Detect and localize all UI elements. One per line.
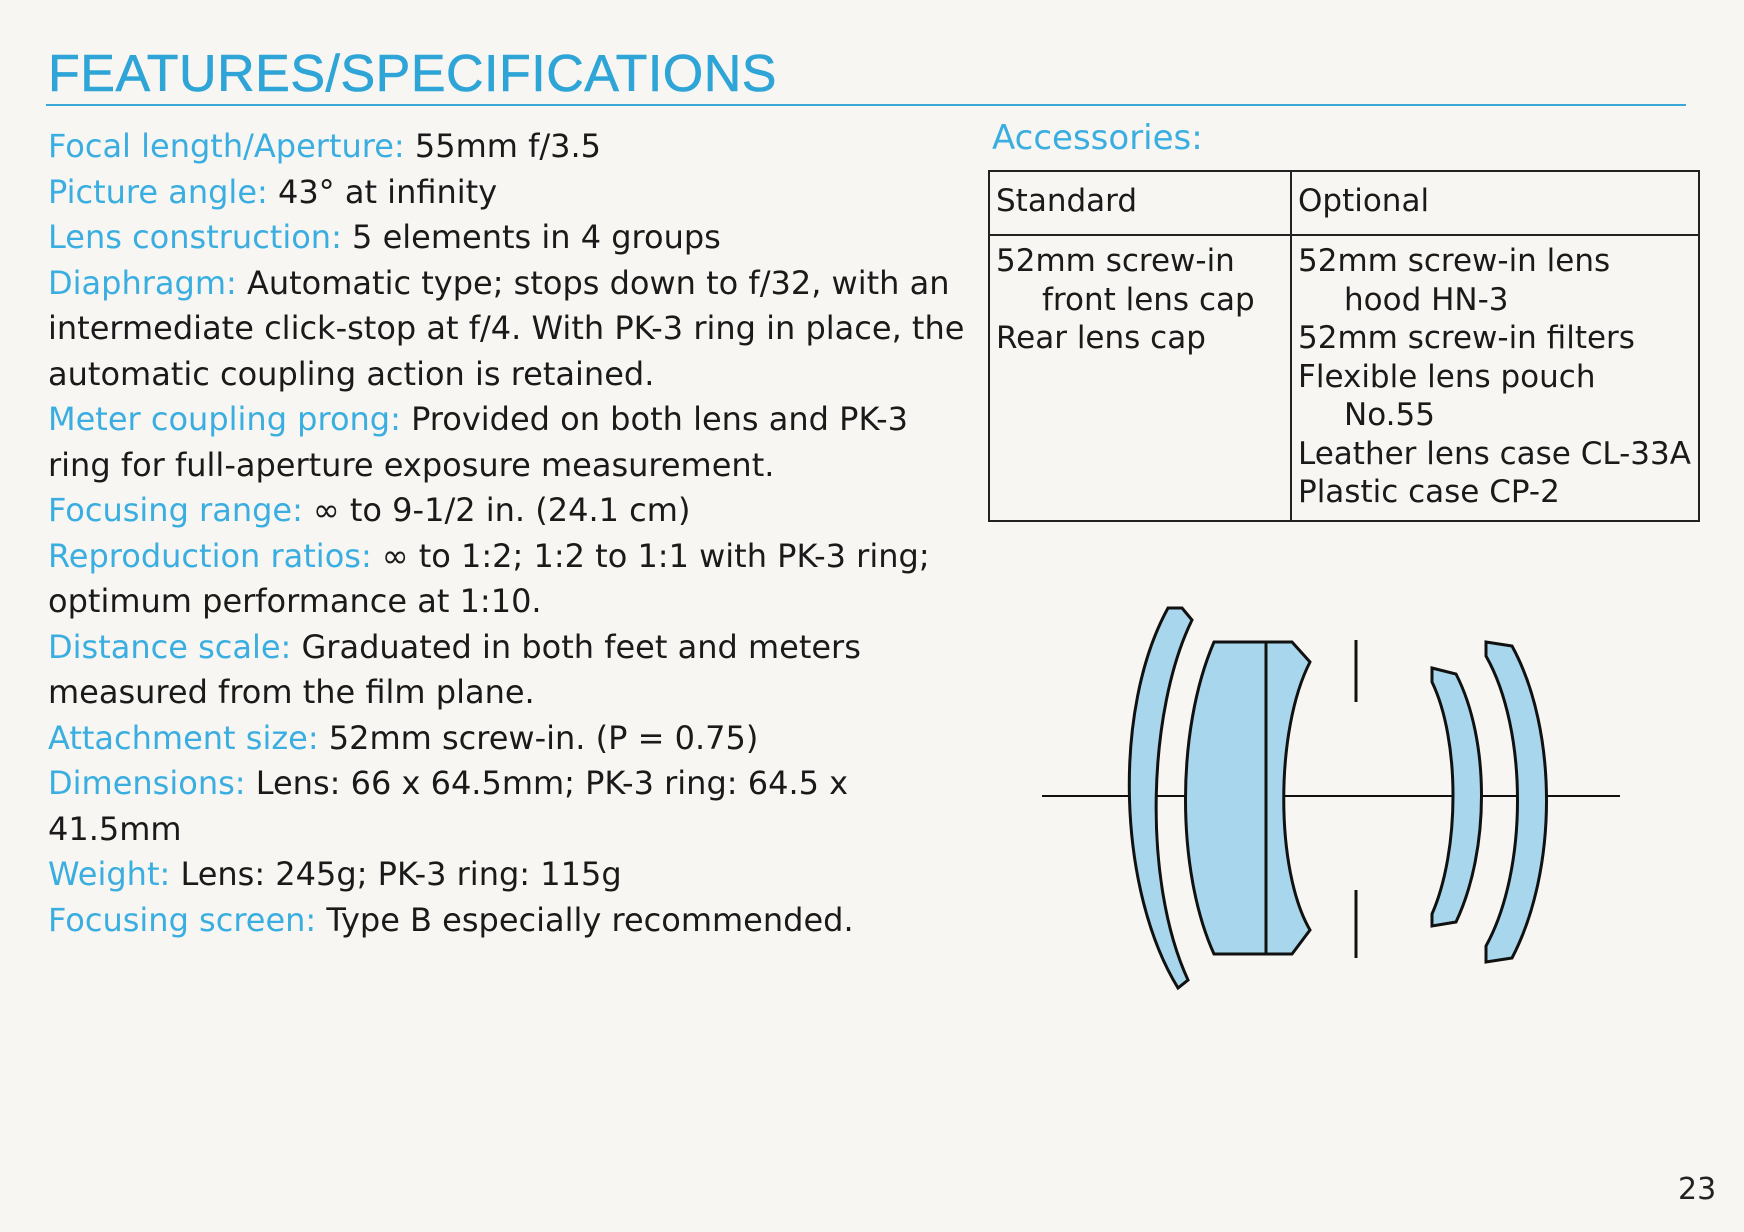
spec-label: Diaphragm: [48,263,237,302]
lens-element-1 [1129,608,1192,988]
accessories-table [988,170,1700,522]
spec-label: Focusing range: [48,491,303,529]
spec-value: ∞ to 1:2; 1:2 to 1:1 with PK-3 ring; optimum performance at 1:10. [48,536,930,620]
list-item: Flexible lens pouch No.55 [1298,358,1596,433]
spec-focusing-screen [48,898,978,944]
title-rule [46,104,1686,106]
spec-list [48,124,978,943]
lens-construction-diagram [1030,600,1630,1000]
spec-value: 52mm screw-in. (P = 0.75) [328,718,759,757]
spec-picture-angle [48,170,978,216]
spec-value: Lens: 245g; PK-3 ring: 115g [180,855,622,893]
lens-element-2 [1186,642,1267,954]
list-item: Leather lens case CL-33A [1298,435,1691,472]
spec-focusing-range [48,488,978,534]
spec-value: Provided on both lens and PK-3 ring for full-aperture exposure measurement. [48,400,908,484]
table-row [989,235,1699,521]
spec-diaphragm [48,261,978,398]
spec-label: Focusing screen: [48,900,317,939]
optional-cell [1291,235,1699,521]
list-item: 52mm screw-in lens hood HN-3 [1298,243,1611,318]
spec-label: Lens construction: [48,218,342,256]
spec-label: Focal length/Aperture: [48,127,405,165]
accessories-heading: Accessories: [992,118,1203,158]
spec-value: 43° at infinity [277,172,498,211]
spec-label: Distance scale: [48,627,292,666]
lens-element-5 [1486,642,1547,962]
spec-value: Automatic type; stops down to f/32, with an intermediate click-stop at f/4. With PK-3 ring in place, the automatic coupling action is retained. [48,263,965,393]
spec-value: Graduated in both feet and meters measured from the film plane. [48,627,861,711]
list-item: 52mm screw-in filters [1298,320,1635,356]
spec-label: Dimensions: [48,764,246,802]
header-optional: Optional [1291,171,1699,235]
spec-meter-coupling [48,397,978,488]
spec-distance-scale [48,625,978,716]
spec-value: Lens: 66 x 64.5mm; PK-3 ring: 64.5 x 41.5mm [48,764,849,848]
list-item: Plastic case CP-2 [1298,474,1560,510]
header-standard: Standard [989,171,1291,235]
spec-label: Meter coupling prong: [48,400,401,438]
list-item: 52mm screw-in front lens cap [996,243,1255,318]
spec-value: 55mm f/3.5 [414,127,602,165]
spec-label: Weight: [48,855,171,893]
spec-value: 5 elements in 4 groups [352,218,721,256]
spec-value: Type B especially recommended. [326,900,854,939]
spec-label: Reproduction ratios: [48,536,372,575]
spec-value: ∞ to 9-1/2 in. (24.1 cm) [313,491,691,529]
spec-reproduction-ratios [48,534,978,625]
spec-dimensions [48,761,978,852]
table-header-row [989,171,1699,235]
page-title: FEATURES/SPECIFICATIONS [48,45,777,103]
standard-cell [989,235,1291,521]
list-item: Rear lens cap [996,320,1206,356]
page-number: 23 [1678,1172,1717,1207]
spec-label: Picture angle: [48,172,268,211]
spec-weight [48,852,978,898]
spec-label: Attachment size: [48,718,319,757]
spec-attachment-size [48,716,978,762]
lens-element-3 [1266,642,1310,954]
spec-lens-construction [48,215,978,261]
spec-focal-length [48,124,978,170]
